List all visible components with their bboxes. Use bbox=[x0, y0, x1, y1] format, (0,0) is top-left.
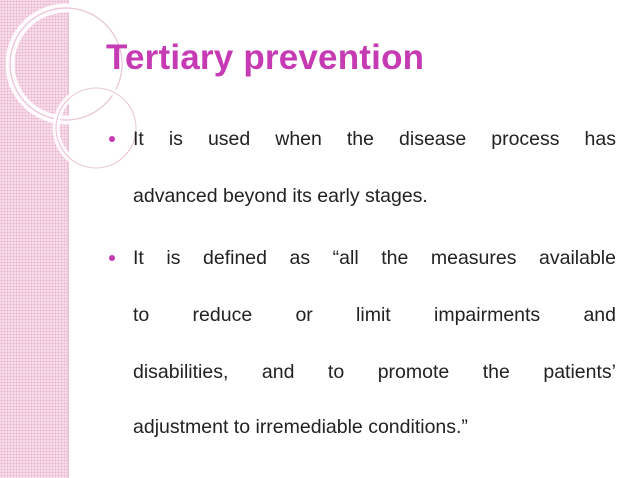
bullet-2-line-4: adjustment to irremediable conditions.” bbox=[133, 416, 468, 438]
bullet-marker bbox=[109, 136, 115, 142]
decorative-rings bbox=[0, 0, 140, 170]
bullet-2-line-2: to reduce or limit impairments and bbox=[133, 304, 616, 326]
bullet-2-line-1: It is defined as “all the measures available bbox=[133, 247, 616, 269]
slide-title: Tertiary prevention bbox=[106, 38, 425, 77]
bullet-2-line-3: disabilities, and to promote the patients’ bbox=[133, 361, 616, 383]
bullet-marker bbox=[109, 255, 115, 261]
bullet-1-line-1: It is used when the disease process has bbox=[133, 128, 616, 150]
bullet-1-line-2: advanced beyond its early stages. bbox=[133, 185, 428, 207]
